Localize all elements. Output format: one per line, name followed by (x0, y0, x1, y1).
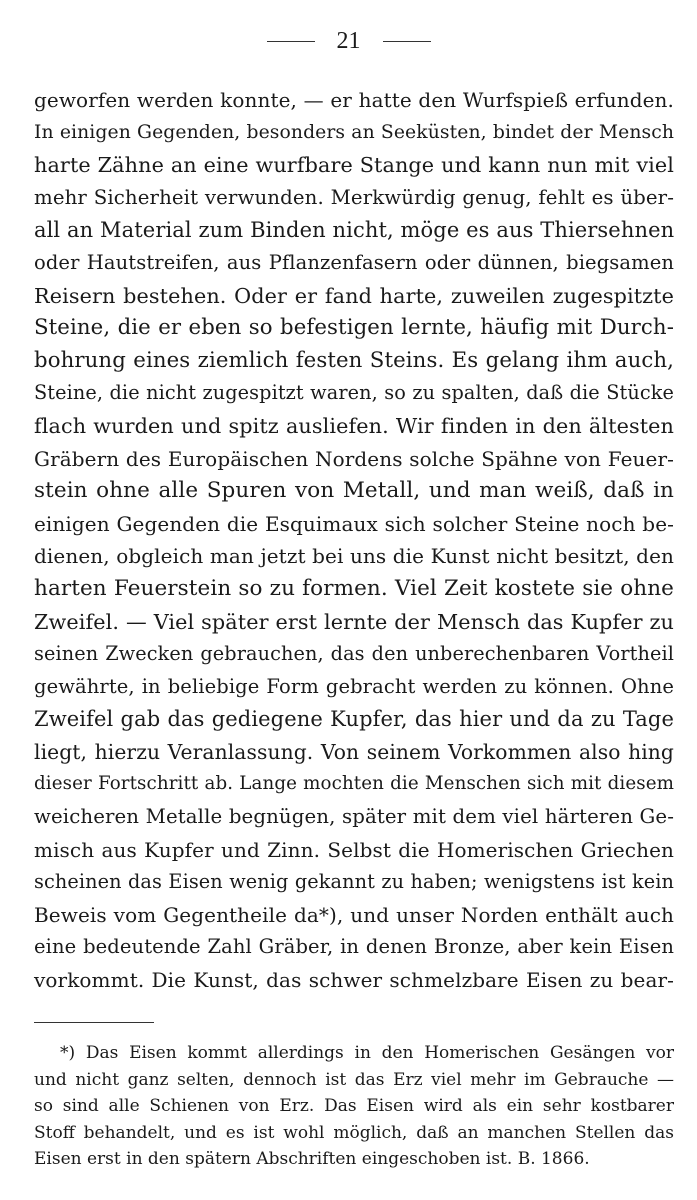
footnote (34, 1040, 674, 1173)
text-line: Reisern bestehen. Oder er fand harte, zuweilen zugespitzte (34, 283, 674, 308)
text-line: Zweifel gab das gediegene Kupfer, das hier und da zu Tage (34, 707, 674, 732)
text-line: dienen, obgleich man jetzt bei uns die Kunst nicht besitzt, den (34, 544, 674, 569)
text-line: eine bedeutende Zahl Gräber, in denen Bronze, aber kein Eisen (34, 935, 674, 959)
text-line: Beweis vom Gegentheile da*), und unser Norden enthält auch (34, 902, 674, 927)
text-line: geworfen werden konnte, — er hatte den Wurfspieß erfunden. (34, 88, 674, 112)
text-line: liegt, hierzu Veranlassung. Von seinem Vorkommen also hing (34, 739, 674, 764)
text-line: all an Material zum Binden nicht, möge es aus Thiersehnen (34, 218, 675, 243)
text-line: Gräbern des Europäischen Nordens solche Spähne von Feuer- (34, 446, 674, 471)
text-line: harte Zähne an eine wurfbare Stange und kann nun mit viel (34, 153, 674, 178)
footnote-line: Eisen erst in den spätern Abschriften eingeschoben ist. B. 1866. (34, 1149, 590, 1169)
text-line: Steine, die nicht zugespitzt waren, so zu spalten, daß die Stücke (34, 381, 674, 405)
text-line: einigen Gegenden die Esquimaux sich solcher Steine noch be- (34, 511, 674, 536)
footnote-line: Stoff behandelt, und es ist wohl möglich, daß an manchen Stellen das (34, 1122, 674, 1143)
page-number: 21 (336, 28, 361, 54)
text-line: scheinen das Eisen wenig gekannt zu haben; wenigstens ist kein (34, 870, 674, 894)
page-header (0, 26, 697, 56)
text-line: weicheren Metalle begnügen, später mit dem viel härteren Ge- (34, 805, 674, 829)
text-line: harten Feuerstein so zu formen. Viel Zeit kostete sie ohne (34, 575, 674, 601)
text-line: vorkommt. Die Kunst, das schwer schmelzbare Eisen zu bear- (34, 968, 674, 993)
text-line: oder Hautstreifen, aus Pflanzenfasern oder dünnen, biegsamen (34, 250, 674, 274)
header-rule-right (383, 41, 431, 42)
text-line: flach wurden und spitz ausliefen. Wir finden in den ältesten (34, 413, 674, 438)
text-line: In einigen Gegenden, besonders an Seeküsten, bindet der Mensch (34, 121, 674, 143)
footnote-line: *) Das Eisen kommt allerdings in den Homerischen Gesängen vor (60, 1043, 674, 1063)
text-line: bohrung eines ziemlich festen Steins. Es gelang ihm auch, (34, 347, 674, 373)
text-line: misch aus Kupfer und Zinn. Selbst die Homerischen Griechen (34, 837, 674, 862)
footnote-line: und nicht ganz selten, dennoch ist das Erz viel mehr im Gebrauche — (34, 1069, 674, 1090)
text-line: Zweifel. — Viel später erst lernte der Mensch das Kupfer zu (34, 609, 674, 634)
text-line: Steine, die er eben so befestigen lernte, häufig mit Durch- (34, 315, 674, 341)
footnote-divider (34, 1022, 154, 1023)
footnote-line: so sind alle Schienen von Erz. Das Eisen wird als ein sehr kostbarer (34, 1096, 674, 1116)
text-line: mehr Sicherheit verwunden. Merkwürdig genug, fehlt es über- (34, 185, 674, 209)
text-line: seinen Zwecken gebrauchen, das den unberechenbaren Vortheil (34, 642, 674, 666)
text-line: dieser Fortschritt ab. Lange mochten die Menschen sich mit diesem (34, 773, 674, 795)
header-rule-left (267, 41, 315, 42)
body-text (34, 84, 674, 997)
text-line: gewährte, in beliebige Form gebracht werden zu können. Ohne (34, 674, 674, 698)
text-line: stein ohne alle Spuren von Metall, und man weiß, daß in (34, 478, 674, 504)
